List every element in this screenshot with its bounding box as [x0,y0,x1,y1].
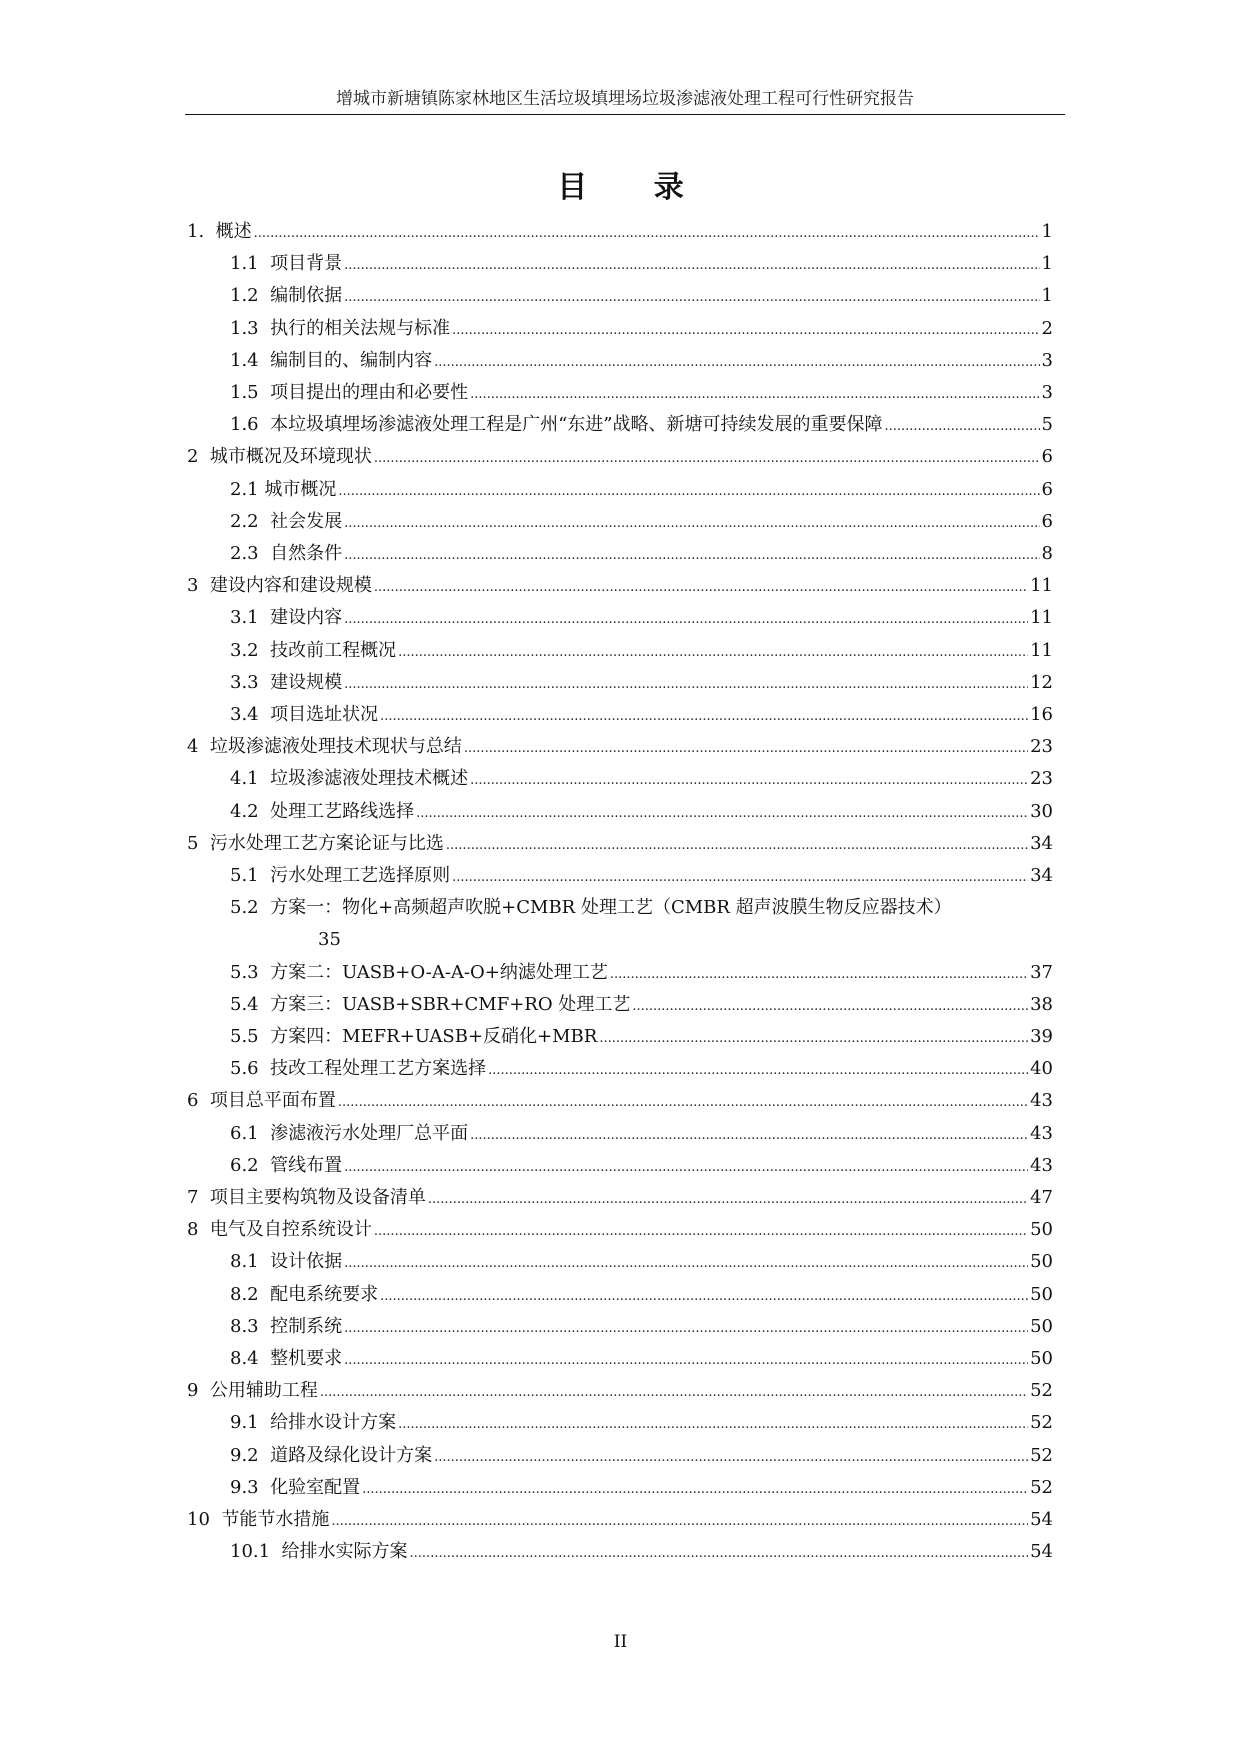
toc-entry-number: 2.2 [230,510,271,532]
toc-entry-page: 11 [1030,575,1053,597]
toc-entry-page: 35 [318,929,341,951]
toc-leader-dots [374,445,1040,473]
toc-entry-number: 3.4 [230,704,271,725]
toc-leader-dots [344,606,1028,634]
toc-leader-dots [344,542,1039,570]
toc-entry-number: 4 [187,736,210,758]
toc-entry-title: 整机要求 [270,1348,343,1369]
toc-entry-number: 5.6 [230,1058,271,1080]
toc-entry-page: 2 [1041,317,1053,339]
toc-entry-number: 9.3 [230,1476,271,1498]
toc-entry-page: 43 [1030,1090,1053,1112]
toc-entry-title: 垃圾渗滤液处理技术概述 [270,768,469,790]
toc-leader-dots [344,252,1039,280]
toc-entry-page: 23 [1030,768,1053,790]
toc-entry-title: 概述 [215,221,252,242]
toc-entry-number: 1.6 [230,414,271,436]
toc-entry-number: 8.1 [230,1251,271,1273]
toc-leader-dots [362,1476,1028,1504]
running-header: 增城市新塘镇陈家林地区生活垃圾填埋场垃圾渗滤液处理工程可行性研究报告 [336,89,914,109]
toc-leader-dots [344,1315,1028,1343]
toc-entry-page: 39 [1030,1026,1053,1047]
toc-entry-title: 配电系统要求 [270,1283,379,1305]
toc-entry-page: 50 [1030,1315,1053,1337]
toc-leader-dots [470,767,1028,795]
toc-entry-title: 城市概况 [264,478,337,500]
toc-leader-dots [338,1089,1028,1117]
toc-entry[interactable] [187,830,1053,860]
page-number: II [613,1632,628,1652]
toc-entry-page: 43 [1030,1122,1053,1144]
toc-entry-page: 6 [1041,478,1053,500]
toc-entry-number: 3.1 [230,607,271,629]
toc-entry-number: 6.2 [230,1154,271,1176]
toc-entry[interactable] [230,894,1053,924]
toc-entry[interactable] [187,218,1053,248]
toc-entry-page: 54 [1030,1509,1053,1530]
toc-entry-title: 电气及自控系统设计 [209,1219,372,1241]
toc-leader-dots [470,1122,1028,1150]
toc-entry-title: 项目主要构筑物及设备清单 [209,1187,426,1208]
toc-entry-number: 7 [187,1187,210,1208]
toc-entry-page: 11 [1030,639,1053,661]
toc-entry[interactable] [187,1216,1053,1246]
toc-entry[interactable] [187,1087,1053,1117]
toc-entry[interactable] [187,1377,1053,1407]
toc-entry-number: 1.3 [230,317,271,339]
toc-leader-dots [344,284,1039,312]
toc-entry[interactable] [230,411,1053,441]
toc-entry-number: 3 [187,575,210,597]
toc-entry-page: 16 [1030,704,1053,725]
toc-leader-dots [446,832,1028,860]
toc-entry[interactable] [230,1055,1053,1085]
toc-entry[interactable] [230,991,1053,1021]
toc-entry[interactable] [230,637,1053,667]
toc-entry-page: 6 [1041,510,1053,532]
toc-leader-dots [632,993,1028,1021]
toc-entry-title: 方案二：UASB+O-A-A-O+纳滤处理工艺 [270,961,608,983]
toc-entry-number: 1.1 [230,253,271,275]
toc-entry-number: 5.2 [230,897,271,919]
toc-entry[interactable] [230,315,1053,345]
toc-entry-title: 方案三：UASB+SBR+CMF+RO 处理工艺 [270,993,631,1015]
toc-leader-dots [344,1250,1028,1278]
toc-entry-page: 30 [1030,800,1053,822]
toc-entry-title: 垃圾渗滤液处理技术现状与总结 [209,736,462,758]
toc-leader-dots [331,1508,1028,1536]
toc-entry-page: 50 [1030,1219,1053,1241]
toc-entry-title: 节能节水措施 [221,1509,330,1530]
toc-entry-number: 2.1 [230,478,265,500]
toc-entry[interactable] [230,282,1053,312]
toc-entry-page: 43 [1030,1154,1053,1176]
toc-entry-title: 项目提出的理由和必要性 [270,382,469,403]
toc-leader-dots [344,1347,1028,1375]
header-divider [185,114,1065,115]
toc-entry-page: 1 [1041,253,1053,275]
toc-leader-dots [434,349,1039,377]
toc-entry-title: 控制系统 [270,1315,343,1337]
toc-entry-page: 50 [1030,1251,1053,1273]
toc-entry-title: 建设规模 [270,671,343,693]
toc-entry[interactable] [230,1120,1053,1150]
toc-entry[interactable] [230,379,1053,409]
toc-leader-dots [410,1540,1029,1568]
toc-entry-number: 1.2 [230,285,271,307]
toc-entry-title: 给排水设计方案 [270,1412,397,1434]
toc-entry-number: 1.5 [230,382,271,403]
toc-entry[interactable] [187,572,1053,602]
toc-entry-title: 污水处理工艺选择原则 [270,865,451,886]
toc-entry[interactable] [230,476,1053,506]
toc-entry-number: 8.4 [230,1348,271,1369]
toc-entry-title: 编制依据 [270,285,343,307]
toc-entry-number: 9 [187,1380,210,1402]
toc-leader-dots [434,1444,1028,1472]
toc-leader-dots [610,961,1028,989]
toc-leader-dots [398,639,1028,667]
toc-leader-dots [344,510,1039,538]
toc-entry-page: 11 [1030,607,1053,629]
toc-entry-title: 处理工艺路线选择 [270,800,415,822]
toc-entry-number: 8.3 [230,1315,271,1337]
toc-entry-page: 3 [1041,349,1053,371]
toc-entry-title: 自然条件 [270,543,343,564]
toc-entry[interactable] [230,1248,1053,1278]
toc-entry-number: 2 [187,446,210,468]
toc-leader-dots [344,1154,1028,1182]
toc-entry-number: 1. [187,221,216,242]
toc-entry-title: 设计依据 [270,1251,343,1273]
toc-entry-title: 管线布置 [270,1154,343,1176]
toc-entry-title: 社会发展 [270,510,343,532]
toc-entry[interactable] [230,604,1053,634]
toc-entry-page: 54 [1030,1541,1053,1563]
toc-entry-title: 公用辅助工程 [209,1380,318,1402]
toc-entry[interactable] [187,1184,1053,1214]
toc-entry[interactable] [230,1538,1053,1568]
toc-entry-title: 方案一：物化+高频超声吹脱+CMBR 处理工艺（CMBR 超声波膜生物反应器技术） [270,897,952,919]
toc-entry-title: 城市概况及环境现状 [209,446,372,468]
toc-entry-title: 污水处理工艺方案论证与比选 [209,832,444,854]
toc-entry-page: 1 [1041,285,1053,307]
toc-entry-page: 34 [1030,865,1053,886]
toc-entry-number: 8 [187,1219,210,1241]
toc-leader-dots [884,413,1039,441]
toc-entry-number: 8.2 [230,1283,271,1305]
toc-entry-title: 道路及绿化设计方案 [270,1444,433,1466]
toc-entry-title: 化验室配置 [270,1476,361,1498]
toc-entry-page: 50 [1030,1348,1053,1369]
toc-entry-page: 23 [1030,736,1053,758]
toc-entry-title: 给排水实际方案 [281,1541,408,1563]
toc-entry-page: 40 [1030,1058,1053,1080]
toc-entry-number: 6 [187,1090,210,1112]
toc-leader-dots [599,1025,1028,1053]
toc-entry-page: 52 [1030,1380,1053,1402]
toc-entry-page: 52 [1030,1444,1053,1466]
toc-entry-number: 1.4 [230,349,271,371]
toc-entry-page: 37 [1030,961,1053,983]
toc-entry-title: 方案四：MEFR+UASB+反硝化+MBR [270,1026,598,1047]
toc-entry[interactable] [230,701,1053,731]
toc-entry[interactable] [230,862,1053,892]
toc-entry-page: 38 [1030,993,1053,1015]
toc-leader-dots [428,1186,1028,1214]
toc-entry[interactable] [230,1442,1053,1472]
toc-entry-title: 项目选址状况 [270,704,379,725]
toc-leader-dots [464,735,1028,763]
toc-entry-page: 12 [1030,671,1053,693]
toc-entry-title: 执行的相关法规与标准 [270,317,451,339]
toc-entry-number: 3.2 [230,639,271,661]
toc-leader-dots [374,574,1028,602]
toc-entry-page: 52 [1030,1476,1053,1498]
toc-entry[interactable] [230,1409,1053,1439]
toc-entry[interactable] [230,1281,1053,1311]
toc-entry-number: 5.1 [230,865,271,886]
toc-entry-number: 10.1 [230,1541,282,1563]
toc-entry-page: 34 [1030,832,1053,854]
toc-entry-title: 建设内容和建设规模 [209,575,372,597]
toc-leader-dots [416,800,1028,828]
toc-entry[interactable] [230,959,1053,989]
toc-entry[interactable] [230,765,1053,795]
toc-leader-dots [380,703,1028,731]
toc-entry-title: 项目总平面布置 [209,1090,336,1112]
toc-entry-title: 技改工程处理工艺方案选择 [270,1058,487,1080]
toc-entry[interactable] [187,733,1053,763]
page-title: 目 录 [557,170,712,205]
toc-leader-dots [380,1283,1028,1311]
toc-entry-page: 6 [1041,446,1053,468]
toc-entry-page: 52 [1030,1412,1053,1434]
toc-entry[interactable] [187,443,1053,473]
toc-entry-number: 5.4 [230,993,271,1015]
toc-entry-page: 50 [1030,1283,1053,1305]
toc-leader-dots [398,1411,1028,1439]
toc-entry-title: 建设内容 [270,607,343,629]
toc-entry-number: 5 [187,832,210,854]
toc-leader-dots [320,1379,1028,1407]
toc-leader-dots [344,671,1028,699]
toc-entry-number: 3.3 [230,671,271,693]
toc-entry[interactable] [230,1023,1053,1053]
toc-entry[interactable] [187,1506,1053,1536]
toc-entry-page: 3 [1041,382,1053,403]
toc-leader-dots [470,381,1039,409]
toc-entry[interactable] [230,669,1053,699]
toc-leader-dots [374,1218,1028,1246]
toc-entry-number: 2.3 [230,543,271,564]
toc-entry-number: 9.2 [230,1444,271,1466]
toc-entry[interactable] [230,1474,1053,1504]
toc-entry[interactable] [230,250,1053,280]
toc-entry[interactable] [230,1313,1053,1343]
toc-entry[interactable] [230,508,1053,538]
toc-entry-number: 4.2 [230,800,271,822]
toc-leader-dots [452,864,1028,892]
toc-entry[interactable] [230,1152,1053,1182]
toc-leader-dots [338,478,1039,506]
toc-entry-number: 5.3 [230,961,271,983]
toc-entry[interactable] [230,798,1053,828]
toc-entry-number: 6.1 [230,1122,271,1144]
toc-entry[interactable] [230,347,1053,377]
toc-leader-dots [488,1057,1028,1085]
toc-entry-title: 渗滤液污水处理厂总平面 [270,1122,469,1144]
toc-entry[interactable] [230,540,1053,570]
toc-entry[interactable] [230,1345,1053,1375]
toc-entry-number: 9.1 [230,1412,271,1434]
toc-leader-dots [452,317,1039,345]
toc-entry-title: 编制目的、编制内容 [270,349,433,371]
toc-entry-number: 5.5 [230,1026,271,1047]
toc-entry-title: 技改前工程概况 [270,639,397,661]
toc-entry-page: 5 [1041,414,1053,436]
toc-entry-page: 1 [1041,221,1053,242]
toc-entry-title: 项目背景 [270,253,343,275]
toc-leader-dots [254,220,1040,248]
toc-entry-number: 4.1 [230,768,271,790]
toc-entry-page: 8 [1041,543,1053,564]
toc-entry-title: 本垃圾填埋场渗滤液处理工程是广州“东进”战略、新塘可持续发展的重要保障 [270,414,883,436]
toc-entry-page: 47 [1030,1187,1053,1208]
toc-entry-number: 10 [187,1509,222,1530]
